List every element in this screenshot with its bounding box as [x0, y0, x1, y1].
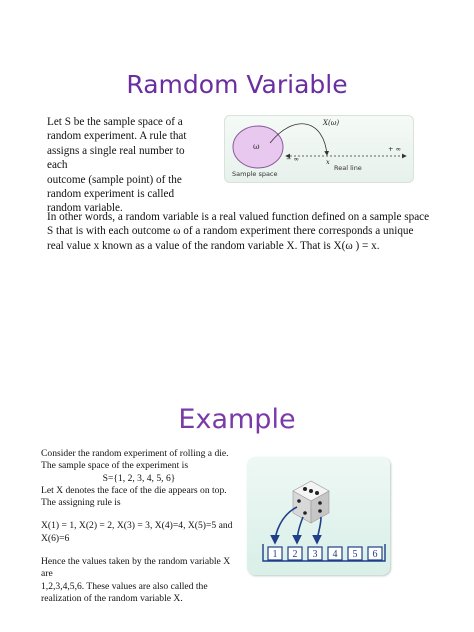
real-line-label: Real line — [334, 164, 362, 172]
intro-line: assigns a single real number to each — [47, 144, 185, 172]
die-icon — [293, 481, 329, 523]
pos-infinity-label: + ∞ — [388, 145, 401, 153]
example-text — [41, 448, 237, 605]
intro-line: random experiment. A rule that — [47, 130, 187, 143]
value-box-label: 5 — [352, 549, 358, 560]
value-box-label: 3 — [312, 549, 318, 560]
neg-infinity-label: − ∞ — [286, 155, 299, 163]
omega-symbol: ω — [253, 142, 260, 151]
x-value-label: x — [326, 158, 330, 166]
intro-paragraph — [47, 115, 207, 216]
intro-line: random variable. — [47, 202, 123, 215]
die-mapping-figure — [247, 457, 390, 575]
mapping-diagram-svg — [224, 115, 414, 183]
value-box-label: 1 — [272, 549, 278, 560]
value-box-label: 4 — [332, 549, 338, 560]
section-title-example: Example — [178, 404, 296, 435]
intro-line: outcome (sample point) of the — [47, 173, 182, 186]
example-line: Let X denotes the face of the die appears on top. — [41, 484, 227, 496]
mapping-label: X(ω) — [323, 119, 340, 127]
intro-line: Let S be the sample space of a — [47, 116, 183, 128]
example-line: The assigning rule is — [41, 497, 121, 509]
arrow-to-2 — [297, 517, 303, 543]
conclusion-line: 1,2,3,4,5,6. These values are also called the — [41, 580, 208, 592]
value-boxes — [268, 547, 382, 560]
conclusion-line: Hence the values taken by the random variable X are — [41, 556, 231, 580]
sample-space-label: Sample space — [232, 170, 278, 178]
definition-paragraph: In other words, a random variable is a real valued function defined on a sample space S that is with each outcome ω of a random experiment there corresponds a unique real value x known as a value of the random variable X. That is X(ω ) = x. — [47, 211, 430, 252]
example-line: The sample space of the experiment is — [41, 460, 189, 472]
intro-line: random experiment is called — [47, 188, 175, 201]
section-title-random-variable: Ramdom Variable — [126, 70, 348, 99]
die-figure-svg — [247, 457, 390, 575]
value-box-label: 2 — [292, 549, 298, 560]
example-line: Consider the random experiment of rolling a die. — [41, 448, 229, 459]
random-variable-diagram — [224, 115, 414, 183]
arrow-to-3 — [317, 517, 321, 543]
conclusion-line: realization of the random variable X. — [41, 592, 183, 604]
sample-space-set: S={1, 2, 3, 4, 5, 6} — [102, 472, 176, 484]
assignment-line: X(6)=6 — [41, 532, 70, 544]
assignment-line: X(1) = 1, X(2) = 2, X(3) = 3, X(4)=4, X(5)=5 and — [41, 520, 233, 532]
value-box-label: 6 — [372, 549, 378, 560]
